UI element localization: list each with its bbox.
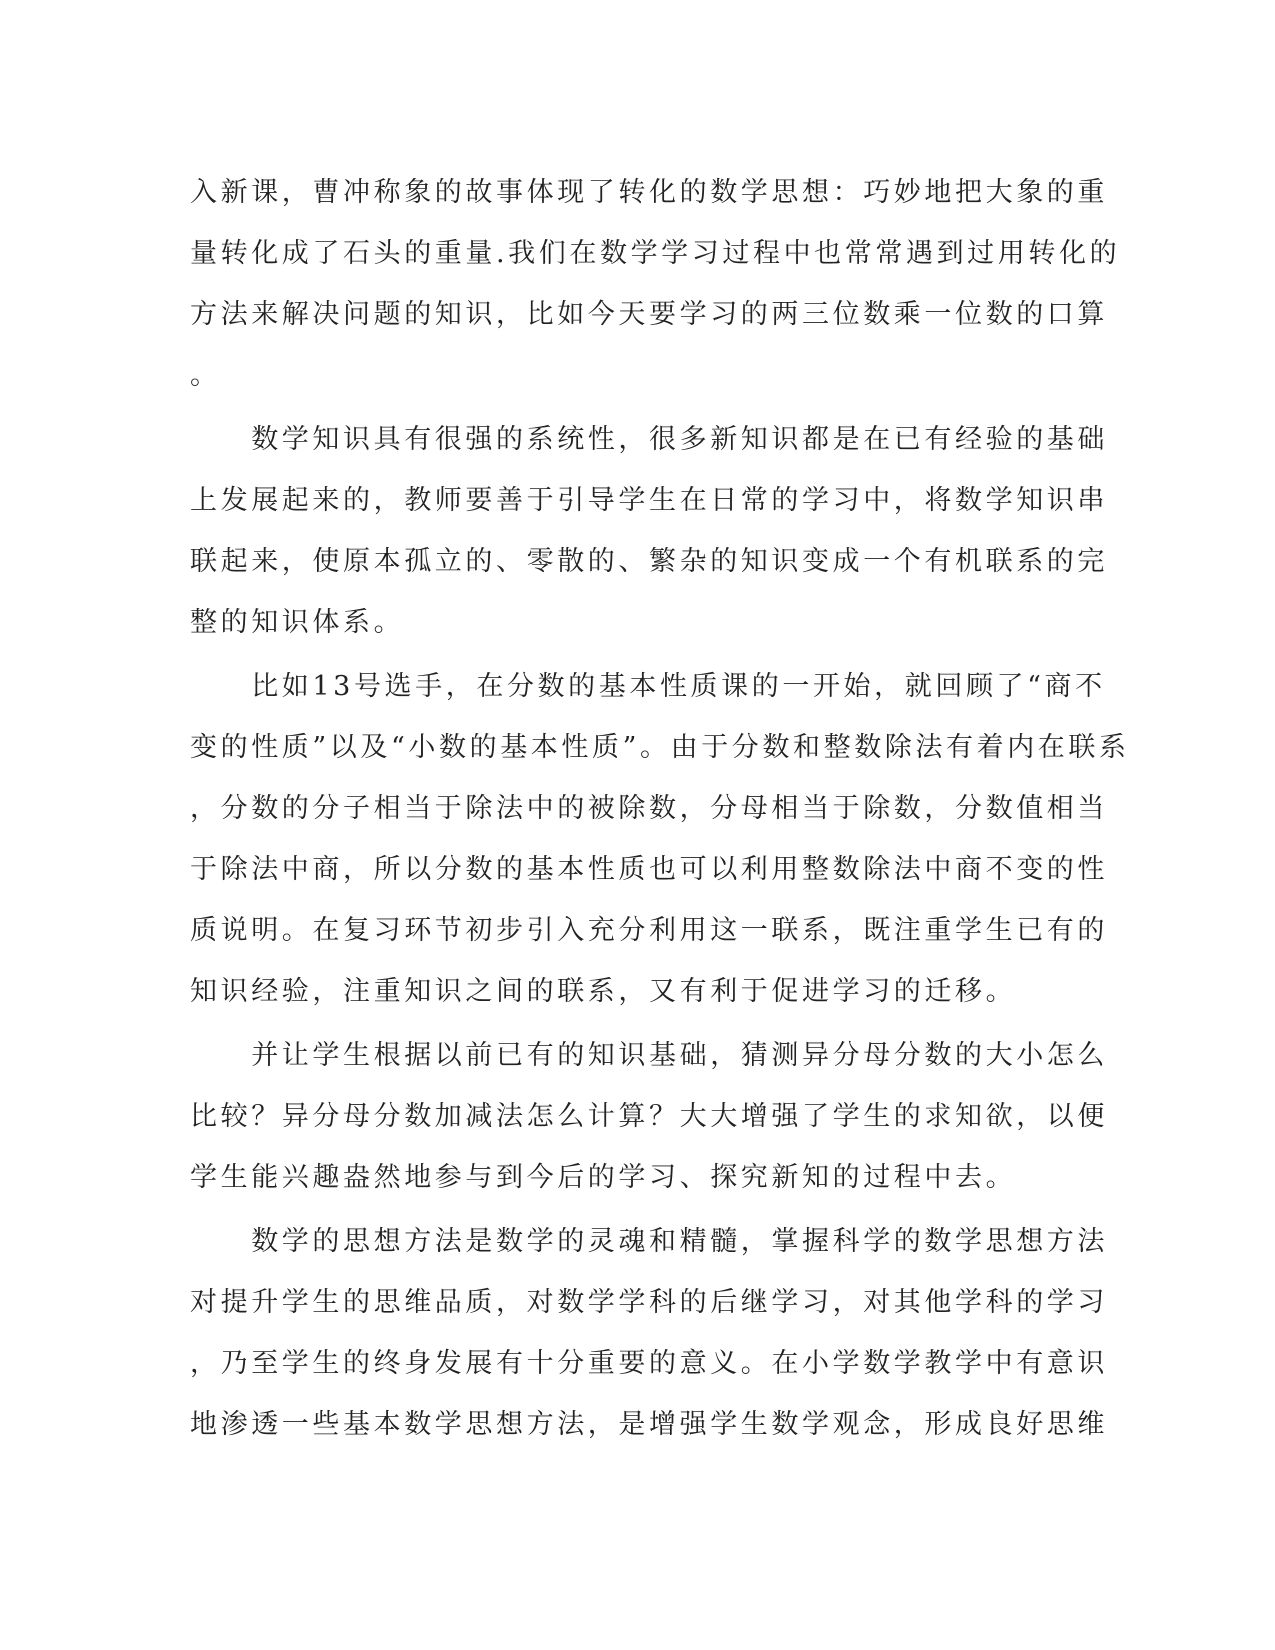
text-line: 学生能兴趣盎然地参与到今后的学习、探究新知的过程中去。 <box>190 1162 1017 1193</box>
text-line: 数学知识具有很强的系统性，很多新知识都是在已有经验的基础 <box>190 424 1108 455</box>
text-line: 质说明。在复习环节初步引入充分利用这一联系，既注重学生已有的 <box>190 915 1108 946</box>
text-line: 。 <box>190 360 221 391</box>
document-body <box>190 162 1130 1455</box>
text-line: 联起来，使原本孤立的、零散的、繁杂的知识变成一个有机联系的完 <box>190 546 1108 577</box>
text-line: ，分数的分子相当于除法中的被除数，分母相当于除数，分数值相当 <box>190 793 1108 824</box>
paragraph-4 <box>190 1025 1108 1208</box>
text-line: 上发展起来的，教师要善于引导学生在日常的学习中，将数学知识串 <box>190 485 1108 516</box>
text-line: 知识经验，注重知识之间的联系，又有利于促进学习的迁移。 <box>190 976 1017 1007</box>
text-line: 比较？异分母分数加减法怎么计算？大大增强了学生的求知欲，以便 <box>190 1101 1108 1132</box>
text-line: 数学的思想方法是数学的灵魂和精髓，掌握科学的数学思想方法 <box>190 1226 1108 1257</box>
text-line: 整的知识体系。 <box>190 607 405 638</box>
text-line: ，乃至学生的终身发展有十分重要的意义。在小学数学教学中有意识 <box>190 1348 1108 1379</box>
text-line: 入新课，曹冲称象的故事体现了转化的数学思想：巧妙地把大象的重 <box>190 177 1108 208</box>
paragraph-2 <box>190 409 1108 653</box>
text-line: 地渗透一些基本数学思想方法，是增强学生数学观念，形成良好思维 <box>190 1409 1108 1440</box>
text-line: 于除法中商，所以分数的基本性质也可以利用整数除法中商不变的性 <box>190 854 1108 885</box>
text-line: 并让学生根据以前已有的知识基础，猜测异分母分数的大小怎么 <box>190 1040 1108 1071</box>
paragraph-3 <box>190 656 1130 1022</box>
paragraph-1 <box>190 162 1121 406</box>
text-line: 方法来解决问题的知识，比如今天要学习的两三位数乘一位数的口算 <box>190 299 1108 330</box>
text-line: 量转化成了石头的重量.我们在数学学习过程中也常常遇到过用转化的 <box>190 238 1121 269</box>
text-line: 比如13号选手，在分数的基本性质课的一开始，就回顾了“商不 <box>190 671 1106 702</box>
text-line: 对提升学生的思维品质，对数学学科的后继学习，对其他学科的学习 <box>190 1287 1108 1318</box>
paragraph-5 <box>190 1211 1108 1455</box>
text-line: 变的性质”以及“小数的基本性质”。由于分数和整数除法有着内在联系 <box>190 732 1130 763</box>
